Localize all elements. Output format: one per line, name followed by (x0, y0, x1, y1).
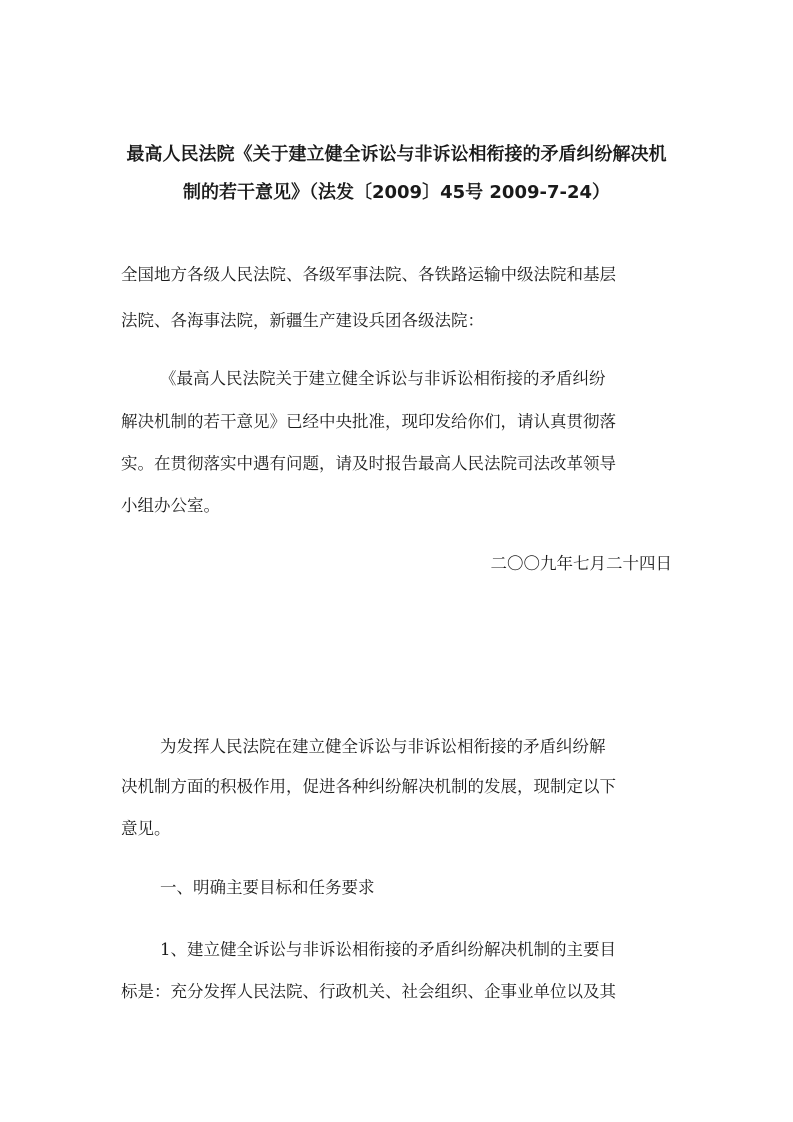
document-title-line-2: 制的若干意见》（法发〔2009〕45号 2009-7-24） (182, 182, 611, 203)
notice-line-3: 实。在贯彻落实中遇有问题，请及时报告最高人民法院司法改革领导 (121, 454, 616, 473)
item-1-line-1: 1、建立健全诉讼与非诉讼相衔接的矛盾纠纷解决机制的主要目 (160, 940, 616, 959)
section-1-heading: 一、明确主要目标和任务要求 (160, 878, 375, 897)
issue-date: 二〇〇九年七月二十四日 (490, 554, 672, 573)
addressee-line-2: 法院、各海事法院，新疆生产建设兵团各级法院： (121, 311, 484, 330)
addressee-line-1: 全国地方各级人民法院、各级军事法院、各铁路运输中级法院和基层 (121, 265, 616, 284)
notice-line-4: 小组办公室。 (121, 496, 220, 515)
notice-line-2: 解决机制的若干意见》已经中央批准，现印发给你们，请认真贯彻落 (121, 412, 616, 431)
document-title-line-1: 最高人民法院《关于建立健全诉讼与非诉讼相衔接的矛盾纠纷解决机 (126, 144, 667, 165)
item-1-line-2: 标是：充分发挥人民法院、行政机关、社会组织、企事业单位以及其 (121, 982, 616, 1001)
intro-line-1: 为发挥人民法院在建立健全诉讼与非诉讼相衔接的矛盾纠纷解 (160, 737, 606, 756)
intro-line-3: 意见。 (121, 819, 171, 838)
intro-line-2: 决机制方面的积极作用，促进各种纠纷解决机制的发展，现制定以下 (121, 777, 616, 796)
notice-line-1: 《最高人民法院关于建立健全诉讼与非诉讼相衔接的矛盾纠纷 (160, 369, 606, 388)
